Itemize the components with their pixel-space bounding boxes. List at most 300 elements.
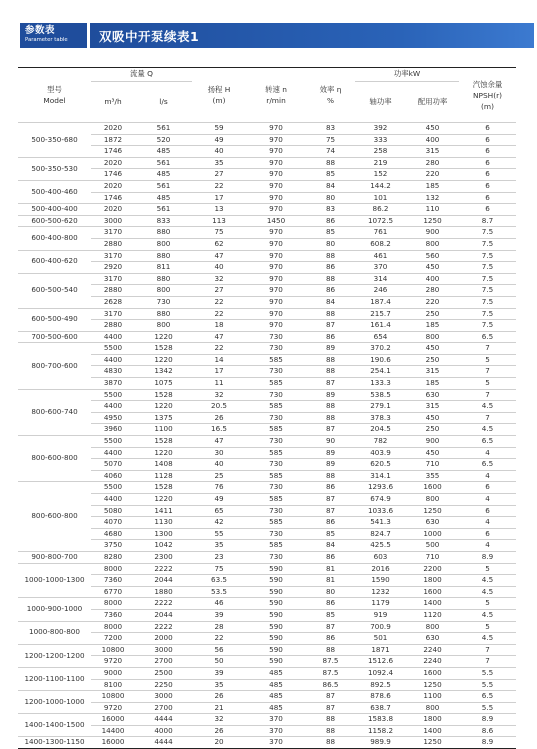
npsh-cell: 7.5	[459, 273, 516, 285]
flow-m3h-cell: 8000	[91, 563, 135, 575]
motor-power-cell: 400	[406, 134, 459, 146]
npsh-cell: 4.5	[459, 575, 516, 587]
motor-power-cell: 710	[406, 551, 459, 563]
speed-cell: 970	[246, 308, 306, 320]
table-row	[18, 540, 516, 552]
shaft-power-cell: 133.3	[355, 378, 406, 390]
head-cell: 42	[192, 517, 246, 529]
npsh-cell: 4.5	[459, 633, 516, 645]
table-row	[18, 459, 516, 471]
efficiency-cell: 86	[306, 331, 355, 343]
flow-m3h-cell: 1746	[91, 146, 135, 158]
efficiency-cell: 85	[306, 169, 355, 181]
flow-ls-cell: 1130	[135, 517, 192, 529]
head-cell: 53.5	[192, 586, 246, 598]
table-body	[18, 123, 516, 749]
shaft-power-cell: 258	[355, 146, 406, 158]
flow-ls-cell: 2500	[135, 667, 192, 679]
npsh-cell: 6	[459, 146, 516, 158]
table-row	[18, 633, 516, 645]
speed-cell: 590	[246, 598, 306, 610]
speed-cell: 730	[246, 505, 306, 517]
motor-power-cell: 185	[406, 180, 459, 192]
model-cell: 1400-1300-1150	[18, 737, 91, 749]
efficiency-cell: 87	[306, 505, 355, 517]
efficiency-cell: 90	[306, 436, 355, 448]
flow-m3h-cell: 3750	[91, 540, 135, 552]
table-row	[18, 598, 516, 610]
npsh-cell: 6	[459, 528, 516, 540]
npsh-cell: 7	[459, 366, 516, 378]
flow-ls-cell: 561	[135, 204, 192, 216]
flow-m3h-cell: 4400	[91, 331, 135, 343]
speed-cell: 730	[246, 482, 306, 494]
shaft-power-cell: 782	[355, 436, 406, 448]
col-shaft-power: 轴功率	[355, 82, 406, 123]
efficiency-cell: 87	[306, 702, 355, 714]
motor-power-cell: 280	[406, 285, 459, 297]
speed-cell: 730	[246, 551, 306, 563]
efficiency-cell: 86	[306, 598, 355, 610]
motor-power-cell: 132	[406, 192, 459, 204]
npsh-cell: 6	[459, 123, 516, 135]
table-row	[18, 134, 516, 146]
efficiency-cell: 81	[306, 575, 355, 587]
motor-power-cell: 1250	[406, 505, 459, 517]
speed-cell: 485	[246, 679, 306, 691]
flow-m3h-cell: 7360	[91, 609, 135, 621]
flow-ls-cell: 880	[135, 308, 192, 320]
npsh-cell: 8.9	[459, 737, 516, 749]
npsh-cell: 5	[459, 598, 516, 610]
motor-power-cell: 315	[406, 366, 459, 378]
col-flow: 流量 Q	[91, 68, 192, 82]
flow-ls-cell: 1375	[135, 412, 192, 424]
speed-cell: 370	[246, 725, 306, 737]
model-cell: 800-700-600	[18, 343, 91, 389]
efficiency-cell: 88	[306, 157, 355, 169]
npsh-cell: 7	[459, 343, 516, 355]
efficiency-cell: 87	[306, 320, 355, 332]
model-cell: 800-600-800	[18, 482, 91, 552]
head-cell: 22	[192, 296, 246, 308]
flow-m3h-cell: 3170	[91, 227, 135, 239]
col-motor-power: 配用功率	[406, 82, 459, 123]
head-cell: 46	[192, 598, 246, 610]
shaft-power-cell: 101	[355, 192, 406, 204]
motor-power-cell: 1120	[406, 609, 459, 621]
efficiency-cell: 88	[306, 412, 355, 424]
efficiency-cell: 86	[306, 517, 355, 529]
flow-ls-cell: 1100	[135, 424, 192, 436]
motor-power-cell: 1800	[406, 714, 459, 726]
flow-ls-cell: 4444	[135, 737, 192, 749]
speed-cell: 590	[246, 656, 306, 668]
shaft-power-cell: 2016	[355, 563, 406, 575]
efficiency-cell: 88	[306, 308, 355, 320]
motor-power-cell: 280	[406, 157, 459, 169]
efficiency-cell: 88	[306, 725, 355, 737]
model-cell: 500-350-530	[18, 157, 91, 180]
shaft-power-cell: 370.2	[355, 343, 406, 355]
head-cell: 40	[192, 262, 246, 274]
head-cell: 13	[192, 204, 246, 216]
table-row	[18, 227, 516, 239]
flow-ls-cell: 561	[135, 180, 192, 192]
head-cell: 56	[192, 644, 246, 656]
model-cell: 500-400-400	[18, 204, 91, 216]
flow-ls-cell: 800	[135, 285, 192, 297]
head-cell: 63.5	[192, 575, 246, 587]
efficiency-cell: 80	[306, 192, 355, 204]
efficiency-cell: 87	[306, 691, 355, 703]
efficiency-cell: 88	[306, 366, 355, 378]
speed-cell: 590	[246, 575, 306, 587]
npsh-cell: 4.5	[459, 609, 516, 621]
flow-m3h-cell: 4400	[91, 494, 135, 506]
npsh-cell: 7.5	[459, 285, 516, 297]
table-row	[18, 621, 516, 633]
speed-cell: 970	[246, 238, 306, 250]
efficiency-cell: 88	[306, 273, 355, 285]
npsh-cell: 5.5	[459, 702, 516, 714]
npsh-cell: 5	[459, 621, 516, 633]
shaft-power-cell: 1158.2	[355, 725, 406, 737]
efficiency-cell: 87	[306, 378, 355, 390]
table-row	[18, 238, 516, 250]
npsh-cell: 7	[459, 412, 516, 424]
speed-cell: 970	[246, 296, 306, 308]
table-row	[18, 679, 516, 691]
flow-ls-cell: 4000	[135, 725, 192, 737]
motor-power-cell: 315	[406, 401, 459, 413]
flow-ls-cell: 485	[135, 192, 192, 204]
parameter-table	[18, 67, 516, 749]
flow-m3h-cell: 3170	[91, 308, 135, 320]
motor-power-cell: 250	[406, 354, 459, 366]
speed-cell: 970	[246, 285, 306, 297]
head-cell: 35	[192, 157, 246, 169]
table-row	[18, 366, 516, 378]
title-bar	[90, 23, 534, 48]
table-row	[18, 308, 516, 320]
flow-m3h-cell: 4060	[91, 470, 135, 482]
col-model: 型号 Model	[18, 68, 91, 123]
efficiency-cell: 89	[306, 459, 355, 471]
efficiency-cell: 88	[306, 354, 355, 366]
efficiency-cell: 89	[306, 389, 355, 401]
flow-ls-cell: 1220	[135, 401, 192, 413]
speed-cell: 970	[246, 157, 306, 169]
head-cell: 49	[192, 494, 246, 506]
motor-power-cell: 315	[406, 146, 459, 158]
npsh-cell: 6	[459, 204, 516, 216]
flow-ls-cell: 1220	[135, 494, 192, 506]
npsh-cell: 6	[459, 169, 516, 181]
head-cell: 17	[192, 192, 246, 204]
flow-m3h-cell: 2880	[91, 285, 135, 297]
flow-ls-cell: 1411	[135, 505, 192, 517]
badge-title-cn: 参数表	[25, 25, 56, 36]
table-row	[18, 644, 516, 656]
shaft-power-cell: 1072.5	[355, 215, 406, 227]
model-cell: 800-600-740	[18, 389, 91, 435]
table-row	[18, 169, 516, 181]
flow-m3h-cell: 2628	[91, 296, 135, 308]
table-row	[18, 691, 516, 703]
table-row	[18, 320, 516, 332]
flow-ls-cell: 1408	[135, 459, 192, 471]
flow-m3h-cell: 4680	[91, 528, 135, 540]
model-cell: 1000-1000-1300	[18, 563, 91, 598]
npsh-cell: 6	[459, 157, 516, 169]
motor-power-cell: 220	[406, 296, 459, 308]
shaft-power-cell: 403.9	[355, 447, 406, 459]
head-cell: 11	[192, 378, 246, 390]
shaft-power-cell: 86.2	[355, 204, 406, 216]
head-cell: 35	[192, 540, 246, 552]
head-cell: 22	[192, 308, 246, 320]
model-cell: 1000-800-800	[18, 621, 91, 644]
shaft-power-cell: 700.9	[355, 621, 406, 633]
speed-cell: 730	[246, 343, 306, 355]
flow-ls-cell: 3000	[135, 644, 192, 656]
npsh-cell: 7.5	[459, 238, 516, 250]
flow-ls-cell: 1342	[135, 366, 192, 378]
table-row	[18, 424, 516, 436]
table-row	[18, 575, 516, 587]
head-cell: 17	[192, 366, 246, 378]
flow-m3h-cell: 8000	[91, 598, 135, 610]
flow-m3h-cell: 7200	[91, 633, 135, 645]
npsh-cell: 6.5	[459, 436, 516, 448]
npsh-cell: 7.5	[459, 296, 516, 308]
shaft-power-cell: 190.6	[355, 354, 406, 366]
speed-cell: 730	[246, 528, 306, 540]
flow-m3h-cell: 1746	[91, 192, 135, 204]
model-cell: 700-500-600	[18, 331, 91, 343]
table-row	[18, 505, 516, 517]
flow-ls-cell: 800	[135, 238, 192, 250]
shaft-power-cell: 1293.6	[355, 482, 406, 494]
table-row	[18, 192, 516, 204]
flow-m3h-cell: 3170	[91, 273, 135, 285]
flow-ls-cell: 1528	[135, 343, 192, 355]
npsh-cell: 4	[459, 517, 516, 529]
table-row	[18, 273, 516, 285]
head-cell: 32	[192, 714, 246, 726]
flow-ls-cell: 520	[135, 134, 192, 146]
head-cell: 27	[192, 169, 246, 181]
flow-m3h-cell: 9720	[91, 656, 135, 668]
flow-ls-cell: 1528	[135, 436, 192, 448]
shaft-power-cell: 187.4	[355, 296, 406, 308]
flow-m3h-cell: 1872	[91, 134, 135, 146]
flow-ls-cell: 1528	[135, 389, 192, 401]
shaft-power-cell: 603	[355, 551, 406, 563]
efficiency-cell: 87.5	[306, 656, 355, 668]
head-cell: 62	[192, 238, 246, 250]
shaft-power-cell: 989.9	[355, 737, 406, 749]
shaft-power-cell: 219	[355, 157, 406, 169]
flow-m3h-cell: 8000	[91, 621, 135, 633]
speed-cell: 585	[246, 470, 306, 482]
npsh-cell: 8.7	[459, 215, 516, 227]
table-row	[18, 401, 516, 413]
speed-cell: 970	[246, 169, 306, 181]
shaft-power-cell: 215.7	[355, 308, 406, 320]
table-row	[18, 412, 516, 424]
speed-cell: 585	[246, 424, 306, 436]
speed-cell: 970	[246, 146, 306, 158]
table-row	[18, 563, 516, 575]
motor-power-cell: 800	[406, 621, 459, 633]
npsh-cell: 8.6	[459, 725, 516, 737]
flow-m3h-cell: 2020	[91, 204, 135, 216]
efficiency-cell: 84	[306, 180, 355, 192]
motor-power-cell: 1000	[406, 528, 459, 540]
motor-power-cell: 355	[406, 470, 459, 482]
speed-cell: 585	[246, 401, 306, 413]
efficiency-cell: 75	[306, 134, 355, 146]
npsh-cell: 4.5	[459, 401, 516, 413]
motor-power-cell: 1600	[406, 667, 459, 679]
efficiency-cell: 86	[306, 482, 355, 494]
speed-cell: 970	[246, 192, 306, 204]
motor-power-cell: 1600	[406, 482, 459, 494]
flow-ls-cell: 1128	[135, 470, 192, 482]
table-row	[18, 517, 516, 529]
model-cell: 500-350-680	[18, 123, 91, 158]
flow-ls-cell: 485	[135, 169, 192, 181]
motor-power-cell: 450	[406, 262, 459, 274]
speed-cell: 585	[246, 378, 306, 390]
efficiency-cell: 83	[306, 123, 355, 135]
head-cell: 39	[192, 609, 246, 621]
head-cell: 21	[192, 702, 246, 714]
shaft-power-cell: 620.5	[355, 459, 406, 471]
npsh-cell: 8.9	[459, 551, 516, 563]
npsh-cell: 6	[459, 192, 516, 204]
shaft-power-cell: 1871	[355, 644, 406, 656]
shaft-power-cell: 161.4	[355, 320, 406, 332]
flow-m3h-cell: 2880	[91, 238, 135, 250]
head-cell: 40	[192, 459, 246, 471]
flow-m3h-cell: 8100	[91, 679, 135, 691]
flow-m3h-cell: 1746	[91, 169, 135, 181]
efficiency-cell: 86	[306, 215, 355, 227]
efficiency-cell: 86	[306, 285, 355, 297]
shaft-power-cell: 378.3	[355, 412, 406, 424]
flow-m3h-cell: 2920	[91, 262, 135, 274]
speed-cell: 590	[246, 563, 306, 575]
flow-m3h-cell: 3870	[91, 378, 135, 390]
shaft-power-cell: 824.7	[355, 528, 406, 540]
head-cell: 27	[192, 285, 246, 297]
motor-power-cell: 800	[406, 331, 459, 343]
shaft-power-cell: 1583.8	[355, 714, 406, 726]
efficiency-cell: 88	[306, 401, 355, 413]
table-row	[18, 528, 516, 540]
head-cell: 50	[192, 656, 246, 668]
motor-power-cell: 500	[406, 540, 459, 552]
flow-m3h-cell: 3000	[91, 215, 135, 227]
motor-power-cell: 1250	[406, 215, 459, 227]
npsh-cell: 4.5	[459, 586, 516, 598]
flow-m3h-cell: 5500	[91, 343, 135, 355]
head-cell: 30	[192, 447, 246, 459]
shaft-power-cell: 370	[355, 262, 406, 274]
shaft-power-cell: 1033.6	[355, 505, 406, 517]
page-title: 双吸中开泵续表1	[99, 29, 200, 44]
efficiency-cell: 88	[306, 714, 355, 726]
motor-power-cell: 250	[406, 424, 459, 436]
flow-ls-cell: 3000	[135, 691, 192, 703]
npsh-cell: 5.5	[459, 679, 516, 691]
npsh-cell: 6	[459, 505, 516, 517]
speed-cell: 1450	[246, 215, 306, 227]
table-row	[18, 331, 516, 343]
flow-m3h-cell: 2020	[91, 180, 135, 192]
efficiency-cell: 84	[306, 540, 355, 552]
npsh-cell: 5	[459, 563, 516, 575]
speed-cell: 585	[246, 354, 306, 366]
flow-m3h-cell: 5080	[91, 505, 135, 517]
motor-power-cell: 1250	[406, 679, 459, 691]
flow-m3h-cell: 5500	[91, 482, 135, 494]
motor-power-cell: 1100	[406, 691, 459, 703]
model-cell: 600-400-800	[18, 227, 91, 250]
col-npsh: 汽蚀余量 NPSH(r) (m)	[459, 68, 516, 123]
npsh-cell: 7.5	[459, 250, 516, 262]
efficiency-cell: 80	[306, 586, 355, 598]
flow-m3h-cell: 4400	[91, 354, 135, 366]
flow-ls-cell: 2044	[135, 575, 192, 587]
flow-ls-cell: 2222	[135, 598, 192, 610]
efficiency-cell: 84	[306, 296, 355, 308]
table-row	[18, 343, 516, 355]
shaft-power-cell: 144.2	[355, 180, 406, 192]
head-cell: 47	[192, 250, 246, 262]
head-cell: 55	[192, 528, 246, 540]
npsh-cell: 5	[459, 354, 516, 366]
head-cell: 35	[192, 679, 246, 691]
head-cell: 40	[192, 146, 246, 158]
npsh-cell: 6.5	[459, 331, 516, 343]
npsh-cell: 4	[459, 447, 516, 459]
efficiency-cell: 89	[306, 343, 355, 355]
head-cell: 32	[192, 389, 246, 401]
speed-cell: 730	[246, 389, 306, 401]
speed-cell: 585	[246, 540, 306, 552]
flow-ls-cell: 2044	[135, 609, 192, 621]
speed-cell: 730	[246, 366, 306, 378]
flow-ls-cell: 561	[135, 157, 192, 169]
npsh-cell: 4.5	[459, 424, 516, 436]
flow-ls-cell: 2700	[135, 656, 192, 668]
col-speed: 转速 n r/min	[246, 68, 306, 123]
speed-cell: 485	[246, 667, 306, 679]
flow-m3h-cell: 3170	[91, 250, 135, 262]
head-cell: 39	[192, 667, 246, 679]
model-cell: 1000-900-1000	[18, 598, 91, 621]
efficiency-cell: 81	[306, 563, 355, 575]
npsh-cell: 6	[459, 134, 516, 146]
flow-m3h-cell: 4400	[91, 447, 135, 459]
table-row	[18, 285, 516, 297]
shaft-power-cell: 638.7	[355, 702, 406, 714]
motor-power-cell: 185	[406, 378, 459, 390]
